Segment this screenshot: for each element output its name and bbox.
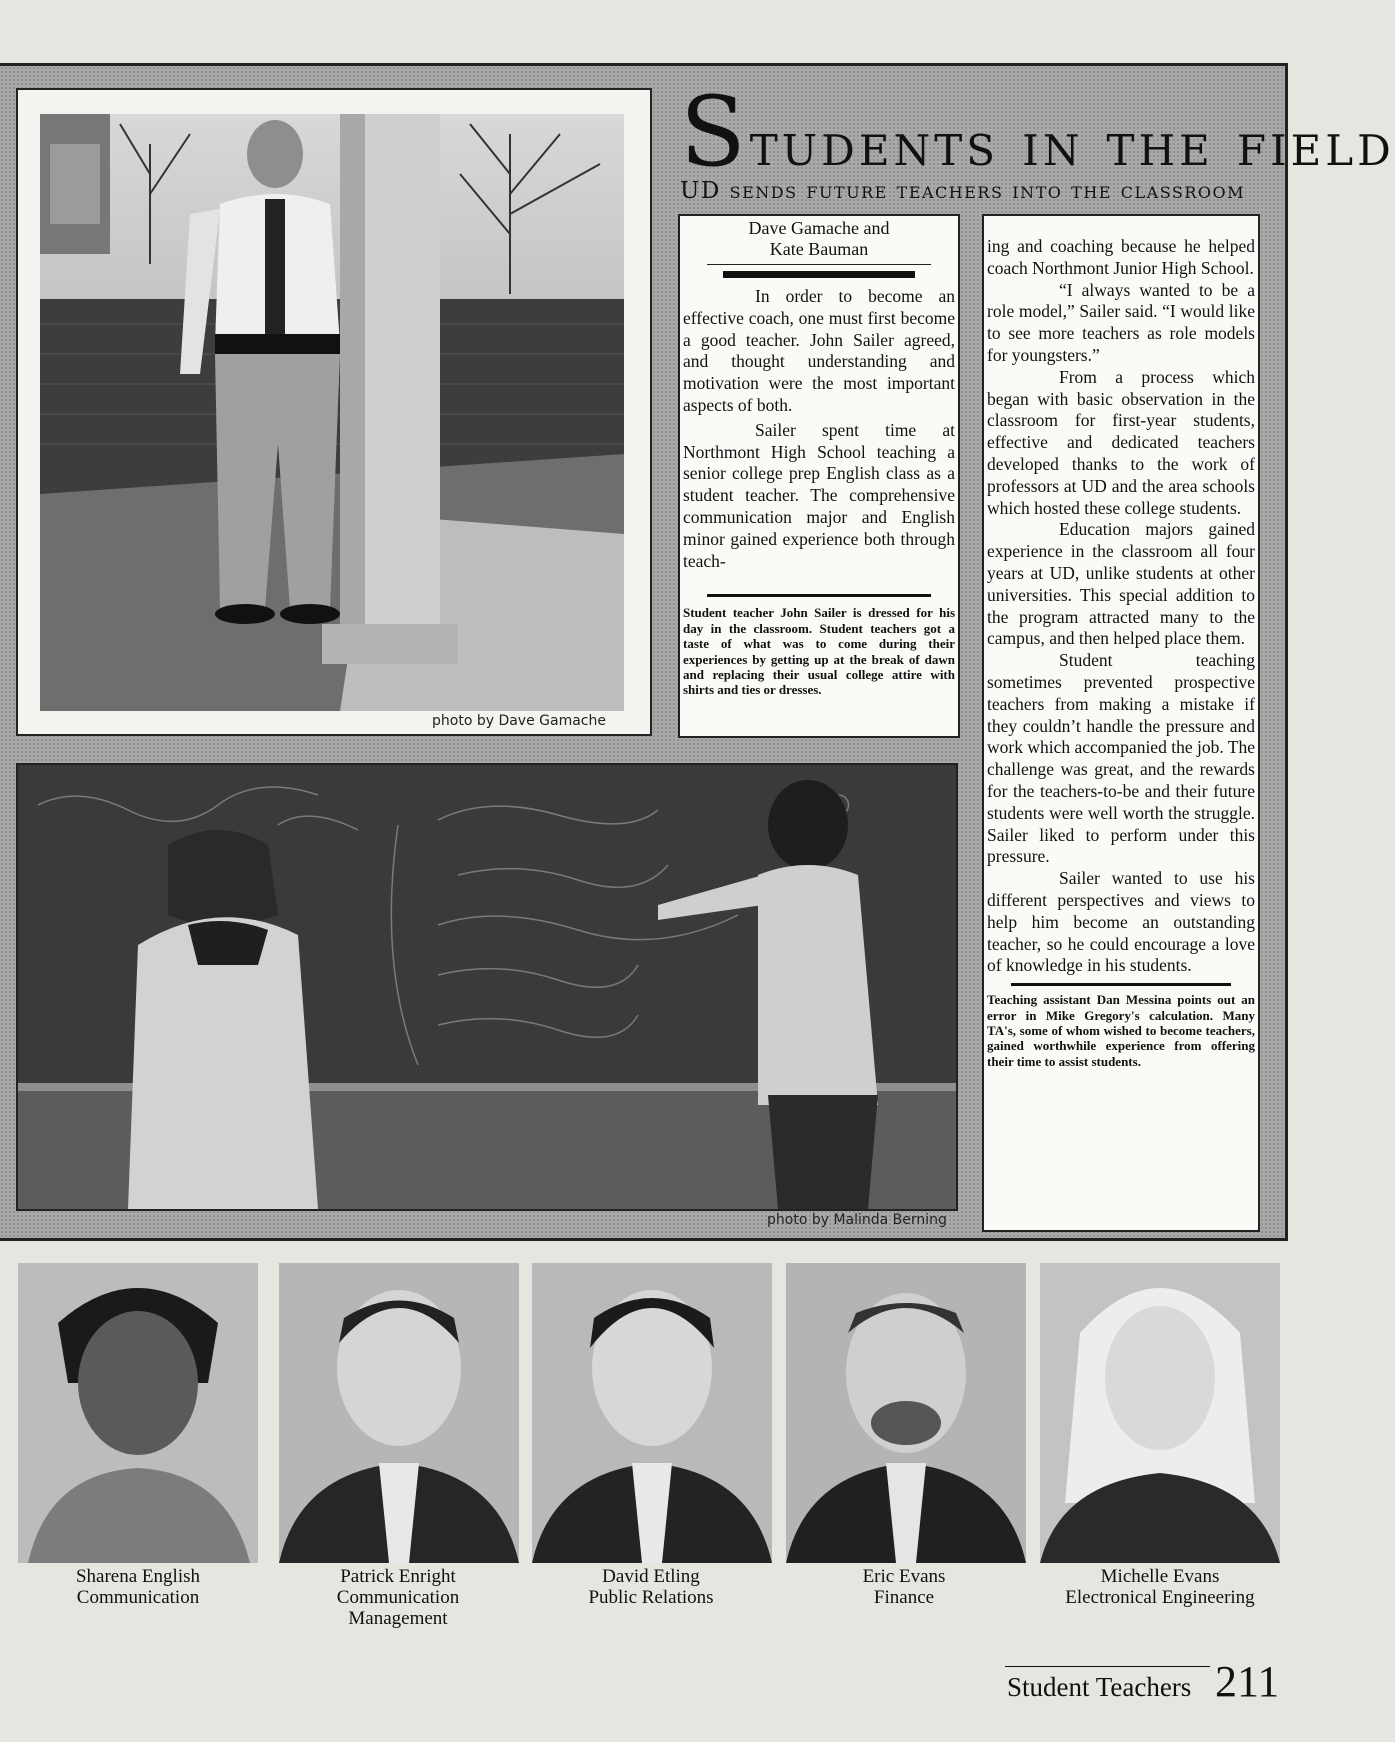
student-teacher-photo <box>40 114 624 711</box>
caption-rule <box>707 594 931 597</box>
title-rest: tudents in the field <box>749 110 1395 180</box>
byline-rule <box>707 264 931 265</box>
portrait-name: Eric Evans <box>862 1566 946 1587</box>
paragraph: From a process which began with basic observation in the classroom for first-year students, effective and dedicated teachers developed thanks to the work of professors at UD and the area schools which hosted these college students. <box>987 366 1255 518</box>
caption-rule <box>1011 983 1231 986</box>
section-label: Student Teachers <box>1007 1672 1192 1702</box>
portrait-name-block <box>521 1566 781 1608</box>
paragraph: “I always wanted to be a role model,” Sailer said. “I would like to see more teachers as role models for youngsters.” <box>987 279 1255 365</box>
page-number: 211 <box>1215 1657 1280 1706</box>
article-title <box>680 76 1395 188</box>
text-column-1 <box>678 214 960 738</box>
photo1-caption: Student teacher John Sailer is dressed for his day in the classroom. Student teachers got a taste of what was to come during their experiences by getting up at the break of dawn and replacing their usual college attire with shirts and ties or dresses. <box>683 605 955 698</box>
paragraph: Sailer wanted to use his different perspectives and views to help him become an outstanding teacher, so he could encourage a love of knowledge in his students. <box>987 868 1255 976</box>
portrait-photo <box>532 1263 772 1563</box>
photo2-caption: Teaching assistant Dan Messina points out an error in Mike Gregory's calculation. Many TA's, some of whom wished to become teachers, gained worthwhile experience from offering their time to assist students. <box>987 992 1255 1069</box>
byline <box>683 218 955 260</box>
footer-rule <box>1005 1666 1210 1667</box>
paragraph: Student teaching sometimes prevented prospective teachers from making a mistake if they couldn’t handle the pressure and work which accompanied the job. The challenge was great, and the rewards for the teachers-to-be and their future students were well worth the struggle. Sailer liked to perform under this pressure. <box>987 650 1255 867</box>
portrait-name: David Etling <box>602 1566 700 1587</box>
portrait-major: Electronical Engineering <box>1065 1587 1255 1608</box>
portrait-major: Communication <box>336 1587 460 1608</box>
portrait-name: Sharena English <box>75 1566 200 1587</box>
portrait-photo <box>1040 1263 1280 1563</box>
byline-thick-rule <box>723 271 915 278</box>
portrait-name-block <box>774 1566 1034 1608</box>
paragraph: ing and coaching because he helped coach Northmont Junior High School. <box>987 236 1255 278</box>
byline-line-1: Dave Gamache and <box>748 218 890 238</box>
byline-line-2: Kate Bauman <box>769 239 869 259</box>
portrait-name-block <box>268 1566 528 1629</box>
portrait-photo <box>18 1263 258 1563</box>
text-column-2 <box>982 214 1260 1232</box>
article-subtitle: UD sends future teachers into the classroom <box>680 178 1246 204</box>
portrait-major: Public Relations <box>588 1587 714 1608</box>
portrait-name: Michelle Evans <box>1100 1566 1220 1587</box>
portrait-name-block <box>1030 1566 1290 1608</box>
chalkboard-photo <box>16 763 958 1211</box>
portrait-major: Finance <box>873 1587 935 1608</box>
title-initial: S <box>680 76 750 188</box>
portrait-major: Communication <box>76 1587 200 1608</box>
photo-credit-1: photo by Dave Gamache <box>432 713 606 729</box>
paragraph: Education majors gained experience in the classroom all four years at UD, unlike students at other universities. This special addition to the program attracted many to the campus, and then helped place them. <box>987 519 1255 649</box>
photo-credit-2: photo by Malinda Berning <box>767 1212 947 1228</box>
portrait-photo <box>786 1263 1026 1563</box>
portrait-name: Patrick Enright <box>340 1566 456 1587</box>
paragraph: Sailer spent time at Northmont High School teaching a senior college prep English class as a student teacher. The comprehensive communication major and English minor gained experience both through teach- <box>683 419 955 571</box>
portrait-name-block <box>8 1566 268 1608</box>
portrait-major-line-2: Management <box>348 1608 448 1629</box>
paragraph: In order to become an effective coach, one must first become a good teacher. John Sailer agreed, and thought understanding and motivation were the most important aspects of both. <box>683 286 955 415</box>
portrait-photo <box>279 1263 519 1563</box>
